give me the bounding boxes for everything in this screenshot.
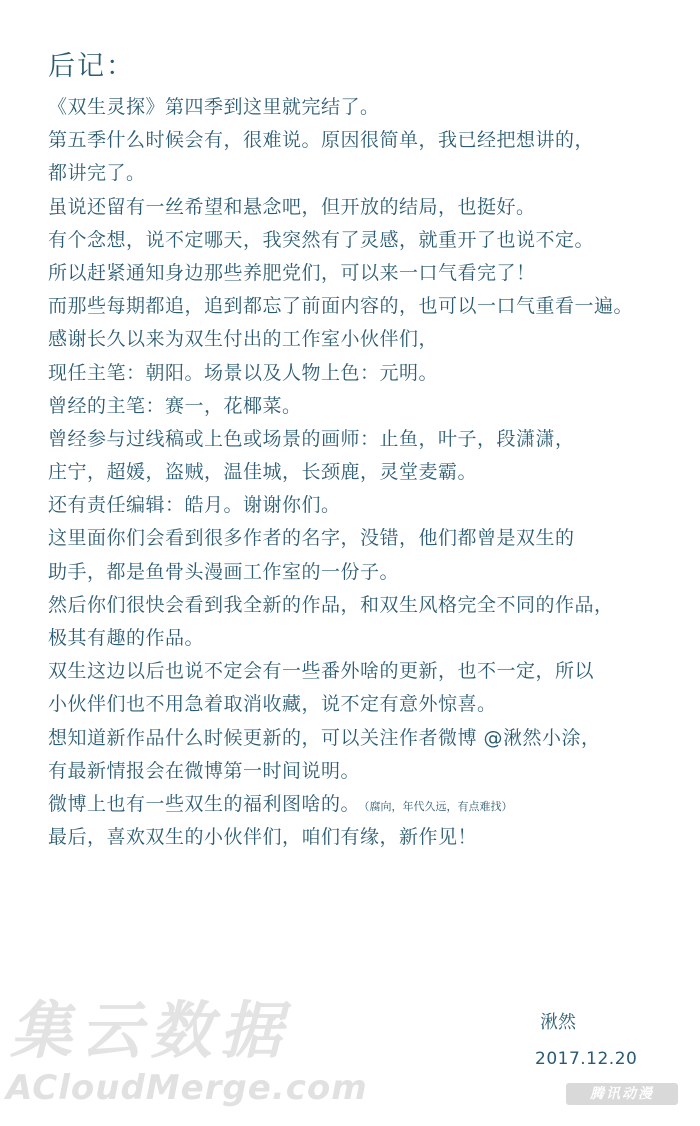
line-text: 而那些每期都追，追到都忘了前面内容的，也可以一口气重看一遍。 <box>48 295 634 318</box>
afterword-body <box>48 91 688 854</box>
text-line <box>48 688 688 721</box>
text-line <box>48 390 688 423</box>
line-text: 《双生灵探》第四季到这里就完结了。 <box>48 96 380 118</box>
line-text: 感谢长久以来为双生付出的工作室小伙伴们， <box>48 328 439 351</box>
afterword-heading: 后记： <box>48 51 135 82</box>
line-text: 曾经参与过线稿或上色或场景的画师：止鱼，叶子，段潇潇， <box>48 427 575 450</box>
line-text: 小伙伴们也不用急着取消收藏，说不定有意外惊喜。 <box>48 693 497 716</box>
text-line <box>48 489 688 522</box>
line-text: 所以赶紧通知身边那些养肥党们，可以来一口气看完了！ <box>48 261 536 284</box>
line-text: 极其有趣的作品。 <box>48 627 205 649</box>
text-line <box>48 722 688 755</box>
line-text: 虽说还留有一丝希望和悬念吧，但开放的结局，也挺好。 <box>48 195 536 218</box>
watermark-english: ACloudMerge.com <box>6 1068 368 1108</box>
line-text: 有最新情报会在微博第一时间说明。 <box>48 759 361 782</box>
signature-date: 2017.12.20 <box>535 1049 638 1069</box>
text-line <box>48 589 688 622</box>
line-text: 最后，喜欢双生的小伙伴们，咱们有缘，新作见！ <box>48 826 478 849</box>
text-line <box>48 755 688 788</box>
line-text: 想知道新作品什么时候更新的，可以关注作者微博 @湫然小涂， <box>48 726 601 749</box>
line-text: 第五季什么时候会有，很难说。原因很简单，我已经把想讲的， <box>48 129 595 152</box>
text-line <box>48 456 688 489</box>
text-line <box>48 788 688 821</box>
text-line <box>48 357 688 390</box>
text-line <box>48 191 688 224</box>
line-text: 庄宁，超媛，盗贼，温佳城，长颈鹿，灵堂麦霸。 <box>48 461 478 484</box>
line-text: 曾经的主笔：赛一，花椰菜。 <box>48 394 302 417</box>
line-text: 还有责任编辑：皓月。谢谢你们。 <box>48 494 341 517</box>
line-text: 然后你们很快会看到我全新的作品，和双生风格完全不同的作品， <box>48 593 614 616</box>
line-text: 双生这边以后也说不定会有一些番外啥的更新，也不一定，所以 <box>48 660 595 683</box>
text-line <box>48 257 688 290</box>
text-line <box>48 124 688 157</box>
text-line <box>48 821 688 854</box>
text-line <box>48 157 688 190</box>
line-text: 这里面你们会看到很多作者的名字，没错，他们都曾是双生的 <box>48 527 575 550</box>
text-line <box>48 622 688 655</box>
author-signature: 湫然 <box>540 1012 576 1033</box>
text-line <box>48 522 688 555</box>
text-line <box>48 423 688 456</box>
line-text: 现任主笔：朝阳。场景以及人物上色：元明。 <box>48 361 439 384</box>
line-note: （腐向，年代久远，有点难找） <box>364 799 513 813</box>
publisher-logo: 腾讯动漫 <box>566 1083 678 1105</box>
text-line <box>48 91 688 124</box>
line-text: 都讲完了。 <box>48 162 146 185</box>
text-line <box>48 290 688 323</box>
text-line <box>48 224 688 257</box>
text-line <box>48 323 688 356</box>
line-text: 微博上也有一些双生的福利图啥的。 <box>48 792 361 815</box>
line-text: 有个念想，说不定哪天，我突然有了灵感，就重开了也说不定。 <box>48 228 595 251</box>
text-line <box>48 556 688 589</box>
text-line <box>48 655 688 688</box>
watermark-chinese: 集云数据 <box>10 994 291 1067</box>
line-text: 助手，都是鱼骨头漫画工作室的一份子。 <box>48 560 400 583</box>
